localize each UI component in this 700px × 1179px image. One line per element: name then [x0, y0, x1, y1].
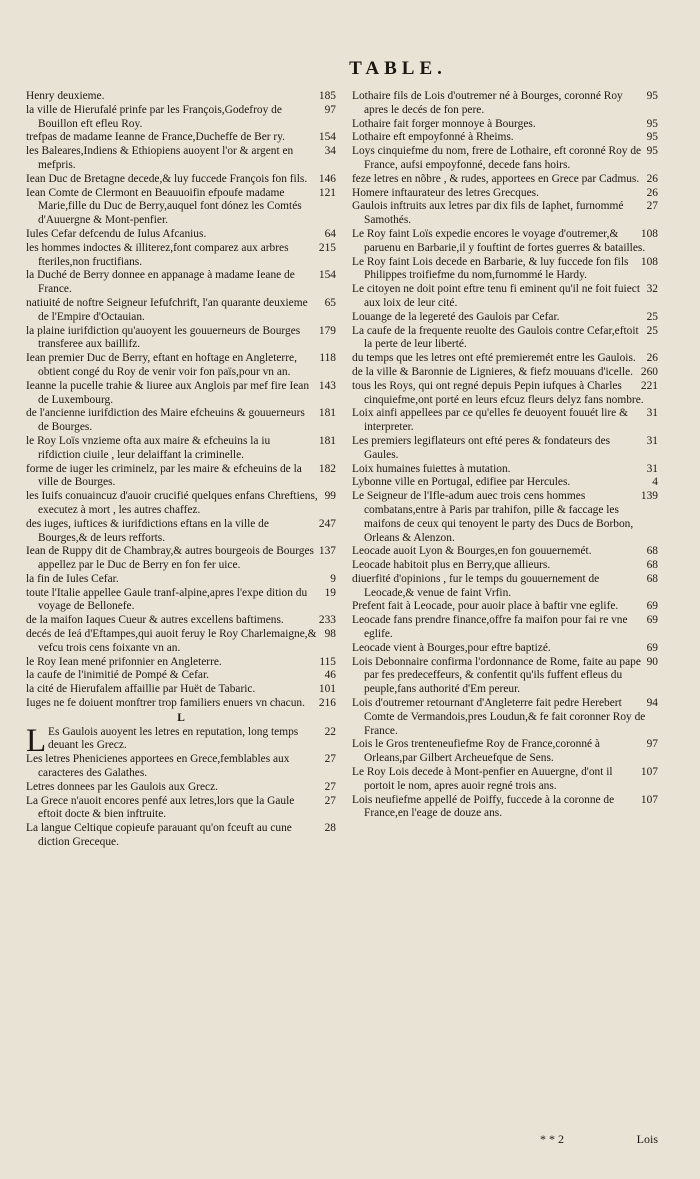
table-title: TABLE.	[349, 58, 447, 79]
entry-text: Loys cinquiefme du nom, frere de Lothaire, eft coronné Roy de France, aufsi empoyfonné, decede fans hoirs.	[352, 145, 642, 171]
index-entry	[352, 656, 658, 697]
index-entry	[26, 145, 336, 173]
entry-text: Iean Comte de Clermont en Beauuoifin efpoufe madame Marie,fille du Duc de Berry,auquel font dónez les Comtés d'Auuergne & Mont-penfier.	[26, 186, 302, 227]
entry-page-number: 69	[646, 600, 658, 613]
index-entry	[352, 545, 658, 559]
entry-text: Iean de Ruppy dit de Chambray,& autres bourgeois de Bourges appellez par le Duc de Berry en fon fer uice.	[26, 545, 314, 572]
left-entry-list	[26, 90, 336, 711]
entry-page-number: 19	[324, 586, 336, 599]
index-entry	[26, 490, 336, 518]
entry-page-number: 108	[640, 227, 658, 240]
index-entry	[352, 325, 658, 353]
entry-text: Le Seigneur de l'Ifle-adum auec trois cens hommes combatans,entre à Paris par trahifon, pille & faccage les maifons de ceux qui tenoyent le party des Ducs de Borbon, Orleans & Alenzon.	[352, 490, 634, 544]
entry-page-number: 68	[646, 572, 658, 585]
entry-text: Leocade vient à Bourges,pour eftre baptizé.	[352, 641, 551, 654]
entry-page-number: 27	[646, 200, 658, 213]
entry-text: Lothaire fils de Lois d'outremer né à Bourges, coronné Roy apres le decés de fon pere.	[352, 90, 623, 116]
entry-page-number: 64	[324, 227, 336, 240]
index-entry	[352, 311, 658, 325]
entry-text: Iuges ne fe doiuent monftrer trop familiers enuers vn chacun.	[26, 697, 305, 710]
entry-text: la ville de Hierufalé prinfe par les François,Godefroy de Bouillon eft efleu Roy.	[26, 103, 282, 130]
entry-text: du temps que les letres ont efté premieremét entre les Gaulois.	[352, 352, 636, 365]
entry-page-number: 27	[324, 780, 336, 793]
entry-page-number: 185	[318, 90, 336, 102]
index-entry	[26, 753, 336, 781]
left-entry-list-after	[26, 753, 336, 850]
entry-text: La Grece n'auoit encores penfé aux letres,lors que la Gaule eftoit docte & bien inftruite.	[26, 794, 295, 821]
entry-page-number: 215	[318, 241, 336, 254]
index-entry	[352, 366, 658, 380]
entry-text: de la maifon Iaques Cueur & autres excellens baftimens.	[26, 614, 284, 627]
entry-page-number: 260	[640, 365, 658, 378]
entry-page-number: 4	[652, 476, 658, 489]
index-entry	[26, 380, 336, 408]
index-entry	[26, 104, 336, 132]
index-entry	[352, 131, 658, 145]
entry-page-number: 99	[324, 490, 336, 503]
dropcap-page-number: 22	[324, 725, 336, 738]
index-entry	[26, 242, 336, 270]
entry-page-number: 146	[318, 172, 336, 185]
entry-page-number: 154	[318, 269, 336, 282]
entry-page-number: 31	[646, 407, 658, 420]
entry-page-number: 221	[640, 379, 658, 392]
entry-page-number: 247	[318, 517, 336, 530]
entry-text: Leocade habitoit plus en Berry,que allieurs.	[352, 559, 551, 572]
index-entry	[352, 490, 658, 545]
entry-page-number: 181	[318, 434, 336, 447]
index-entry	[26, 435, 336, 463]
index-entry	[352, 559, 658, 573]
index-entry	[26, 297, 336, 325]
index-entry	[26, 614, 336, 628]
entry-page-number: 32	[646, 283, 658, 296]
entry-text: Le Roy Lois decede à Mont-penfier en Auuergne, d'ont il portoit le nom, apres auoir regné trois ans.	[352, 766, 613, 792]
entry-text: Loix humaines fuiettes à mutation.	[352, 462, 511, 475]
index-entry	[26, 518, 336, 546]
index-entry	[26, 628, 336, 656]
entry-text: La caufe de la frequente reuolte des Gaulois contre Cefar,eftoit la perte de leur liberté.	[352, 324, 639, 351]
entry-text: decés de Ieá d'Eftampes,qui auoit feruy le Roy Charlemaigne,& vefcu trois cens foixante vn an.	[26, 628, 317, 654]
entry-page-number: 31	[646, 462, 658, 475]
entry-text: trefpas de madame Ieanne de France,Ducheffe de Ber ry.	[26, 131, 286, 144]
index-entry	[352, 573, 658, 601]
entry-page-number: 31	[646, 434, 658, 447]
entry-text: la plaine iurifdiction qu'auoyent les gouuerneurs de Bourges transferee aux baillifz.	[26, 324, 301, 351]
entry-page-number: 108	[640, 255, 658, 268]
entry-text: Prefent fait à Leocade, pour auoir place à baftir vne eglife.	[352, 600, 619, 613]
entry-text: le Roy Loïs vnzieme ofta aux maire & efcheuins la iu rifdiction ciuile , leur delaiffant la criminelle.	[26, 434, 271, 461]
entry-text: les Baleares,Indiens & Ethiopiens auoyent l'or & argent en mefpris.	[26, 145, 294, 171]
entry-page-number: 46	[324, 669, 336, 682]
dropcap-entry-text: Es Gaulois auoyent les letres en reputation, long temps deuant les Grecz.	[48, 725, 299, 752]
entry-text: Iean premier Duc de Berry, eftant en hoftage en Angleterre, obtient congé du Roy de venir voir fon païs,pour vn an.	[26, 352, 297, 378]
entry-text: Lothaire eft empoyfonné à Rheims.	[352, 131, 514, 144]
entry-text: les hommes indoctes & illiterez,font comparez aux arbres fteriles,non fructifians.	[26, 241, 289, 268]
index-entry	[26, 173, 336, 187]
entry-page-number: 28	[324, 822, 336, 835]
entry-text: tous les Roys, qui ont regné depuis Pepin iufques à Charles cinquiefme,ont porté en leurs efcuz fleurs delyz fans nombre.	[352, 379, 644, 406]
index-entry	[352, 380, 658, 408]
entry-page-number: 115	[319, 655, 336, 668]
entry-text: la Duché de Berry donnee en appanage à madame Ieane de France.	[26, 269, 295, 296]
entry-text: Le Roy faint Lois decede en Barbarie, & luy fuccede fon fils Philippes troifiefme du nom,furnommé le Hardy.	[352, 255, 629, 282]
entry-text: La langue Celtique copieufe parauant qu'on fceuft au cune diction Greceque.	[26, 822, 292, 849]
index-entry	[352, 600, 658, 614]
entry-text: natiuité de noftre Seigneur Iefufchrift, l'an quarante deuxieme de l'Empire d'Octauian.	[26, 296, 308, 323]
entry-page-number: 25	[646, 324, 658, 337]
entry-page-number: 154	[318, 131, 336, 144]
entry-text: Le citoyen ne doit point eftre tenu fi eminent qu'il ne foit fuiect aux loix de leur cité.	[352, 283, 640, 309]
index-entry	[352, 173, 658, 187]
entry-page-number: 94	[646, 697, 658, 710]
index-entry	[352, 435, 658, 463]
entry-page-number: 9	[330, 572, 336, 585]
index-entry	[26, 325, 336, 353]
entry-page-number: 137	[318, 545, 336, 558]
entry-text: Iean Duc de Bretagne decede,& luy fuccede François fon fils.	[26, 172, 308, 185]
entry-text: Lothaire fait forger monnoye à Bourges.	[352, 117, 536, 130]
entry-page-number: 118	[319, 352, 336, 365]
entry-text: la fin de Iules Cefar.	[26, 572, 119, 585]
entry-page-number: 98	[324, 628, 336, 641]
index-entry	[26, 697, 336, 711]
entry-page-number: 27	[324, 753, 336, 766]
index-entry	[352, 200, 658, 228]
entry-text: Louange de la legereté des Gaulois par Cefar.	[352, 310, 560, 323]
entry-page-number: 233	[318, 614, 336, 627]
index-entry	[26, 683, 336, 697]
entry-text: des iuges, iuftices & iurifdictions eftans en la ville de Bourges,& de leurs refforts.	[26, 517, 269, 544]
entry-text: Letres donnees par les Gaulois aux Grecz.	[26, 780, 218, 793]
right-entry-list	[352, 90, 658, 821]
index-entry	[26, 131, 336, 145]
entry-text: le Roy Iean mené prifonnier en Angleterre.	[26, 655, 222, 668]
index-entry	[26, 352, 336, 380]
index-entry	[352, 766, 658, 794]
entry-text: Henry deuxieme.	[26, 90, 105, 102]
index-entry	[26, 587, 336, 615]
entry-text: Leocade auoit Lyon & Bourges,en fon gouuernemét.	[352, 545, 592, 558]
entry-text: Les letres Phenicienes apportees en Grece,femblables aux caracteres des Galathes.	[26, 753, 290, 780]
letter-section-heading: L	[177, 711, 185, 724]
entry-page-number: 27	[324, 794, 336, 807]
entry-page-number: 101	[318, 683, 336, 696]
index-entry	[26, 545, 336, 573]
entry-page-number: 26	[646, 352, 658, 365]
index-entry	[352, 145, 658, 173]
entry-text: Homere inftaurateur des letres Grecques.	[352, 186, 539, 199]
index-entry	[26, 463, 336, 491]
entry-page-number: 26	[646, 172, 658, 185]
entry-text: Lois Debonnaire confirma l'ordonnance de Rome, faite au pape par fes predeceffeurs, & confentit qu'ils fuffent efleus du peuple,fans authorité d'Em pereur.	[352, 655, 641, 696]
entry-page-number: 69	[646, 614, 658, 627]
entry-text: Lybonne ville en Portugal, edifiee par Hercules.	[352, 476, 571, 489]
index-entry	[26, 656, 336, 670]
entry-page-number: 95	[646, 90, 658, 102]
index-entry	[26, 822, 336, 850]
entry-page-number: 107	[640, 766, 658, 779]
index-entry	[352, 352, 658, 366]
entry-page-number: 95	[646, 117, 658, 130]
entry-page-number: 107	[640, 793, 658, 806]
index-entry	[352, 642, 658, 656]
entry-page-number: 216	[318, 697, 336, 710]
entry-text: les Iuifs conuaincuz d'auoir crucifié quelques enfans Chreftiens, executez à mort , les autres chaffez.	[26, 490, 318, 516]
entry-text: Lois le Gros trenteneufiefme Roy de France,coronné à Orleans,par Gilbert Archeuefque de Sens.	[352, 738, 600, 765]
index-entry	[352, 463, 658, 477]
entry-text: Lois d'outremer retournant d'Angleterre fait pedre Herebert Comte de Vermandois,pres Loudun,& fe fait coronner Roy de France.	[352, 697, 646, 737]
index-entry	[26, 187, 336, 228]
entry-page-number: 139	[640, 490, 658, 503]
entry-page-number: 182	[318, 462, 336, 475]
entry-page-number: 34	[324, 145, 336, 158]
index-entry	[26, 669, 336, 683]
entry-text: Gaulois inftruits aux letres par dix fils de Iaphet, furnommé Samothés.	[352, 200, 624, 227]
entry-text: Leocade fans prendre finance,offre fa maifon pour fai re vne eglife.	[352, 614, 628, 641]
index-entry	[352, 738, 658, 766]
dropcap-entry	[26, 722, 336, 759]
entry-page-number: 181	[318, 407, 336, 420]
index-entry	[352, 228, 658, 256]
index-entry	[26, 573, 336, 587]
entry-text: forme de iuger les criminelz, par les maire & efcheuins de la ville de Bourges.	[26, 462, 302, 489]
index-entry	[352, 283, 658, 311]
signature-mark: * * 2	[540, 1132, 564, 1146]
entry-text: de la ville & Baronnie de Lignieres, & fiefz mouuans d'icelle.	[352, 365, 634, 378]
entry-text: de l'ancienne iurifdiction des Maire efcheuins & gouuerneurs de Bourges.	[26, 407, 305, 434]
index-entry	[352, 187, 658, 201]
page-heading	[0, 58, 700, 80]
index-column-right	[352, 90, 658, 1130]
entry-page-number: 26	[646, 186, 658, 199]
entry-text: Les premiers legiflateurs ont efté peres & fondateurs des Gaules.	[352, 434, 611, 461]
entry-page-number: 90	[646, 655, 658, 668]
index-entry	[352, 90, 658, 118]
page-footer	[352, 1132, 658, 1148]
entry-text: feze letres en nõbre , & rudes, apportees en Grece par Cadmus.	[352, 172, 640, 185]
index-entry	[26, 228, 336, 242]
entry-page-number: 95	[646, 131, 658, 144]
entry-page-number: 68	[646, 545, 658, 558]
index-entry	[26, 781, 336, 795]
entry-text: Lois neufiefme appellé de Poiffy, fuccede à la coronne de France,en l'eage de douze ans.	[352, 793, 615, 820]
index-entry	[26, 795, 336, 823]
index-column-left	[26, 90, 336, 1130]
index-entry	[352, 697, 658, 738]
index-entry	[352, 476, 658, 490]
entry-page-number: 121	[318, 186, 336, 199]
entry-page-number: 65	[324, 296, 336, 309]
index-entry	[352, 614, 658, 642]
entry-text: diuerfité d'opinions , fur le temps du gouuernement de Leocade,& venue de faint Vrfin.	[352, 572, 600, 599]
entry-text: la cité de Hierufalem affaillie par Huët de Tabaric.	[26, 683, 256, 696]
entry-text: Le Roy faint Loïs expedie encores le voyage d'outremer,& paruenu en Barbarie,il y fouftint de fortes guerres & batailles.	[352, 227, 646, 254]
index-entry	[26, 90, 336, 104]
index-entry	[26, 407, 336, 435]
entry-text: Loix ainfi appellees par ce qu'elles fe deuoyent fouuét lire & interpreter.	[352, 407, 628, 434]
entry-page-number: 179	[318, 324, 336, 337]
index-entry	[352, 256, 658, 284]
entry-text: Ieanne la pucelle trahie & liuree aux Anglois par mef fire Iean de Luxembourg.	[26, 379, 310, 406]
entry-page-number: 97	[324, 103, 336, 116]
entry-text: Iules Cefar defcendu de Iulus Afcanius.	[26, 227, 207, 240]
dropcap-letter: L	[26, 722, 47, 759]
entry-page-number: 143	[318, 379, 336, 392]
entry-text: la caufe de l'inimitié de Pompé & Cefar.	[26, 669, 209, 682]
entry-page-number: 95	[646, 145, 658, 158]
index-entry	[352, 407, 658, 435]
entry-text: toute l'Italie appellee Gaule tranf-alpine,apres l'expe dition du voyage de Bellonefe.	[26, 586, 308, 613]
entry-page-number: 69	[646, 641, 658, 654]
index-entry	[352, 794, 658, 822]
entry-page-number: 25	[646, 310, 658, 323]
entry-page-number: 97	[646, 738, 658, 751]
catchword: Lois	[636, 1132, 658, 1146]
index-entry	[26, 269, 336, 297]
index-entry	[352, 118, 658, 132]
entry-page-number: 68	[646, 559, 658, 572]
